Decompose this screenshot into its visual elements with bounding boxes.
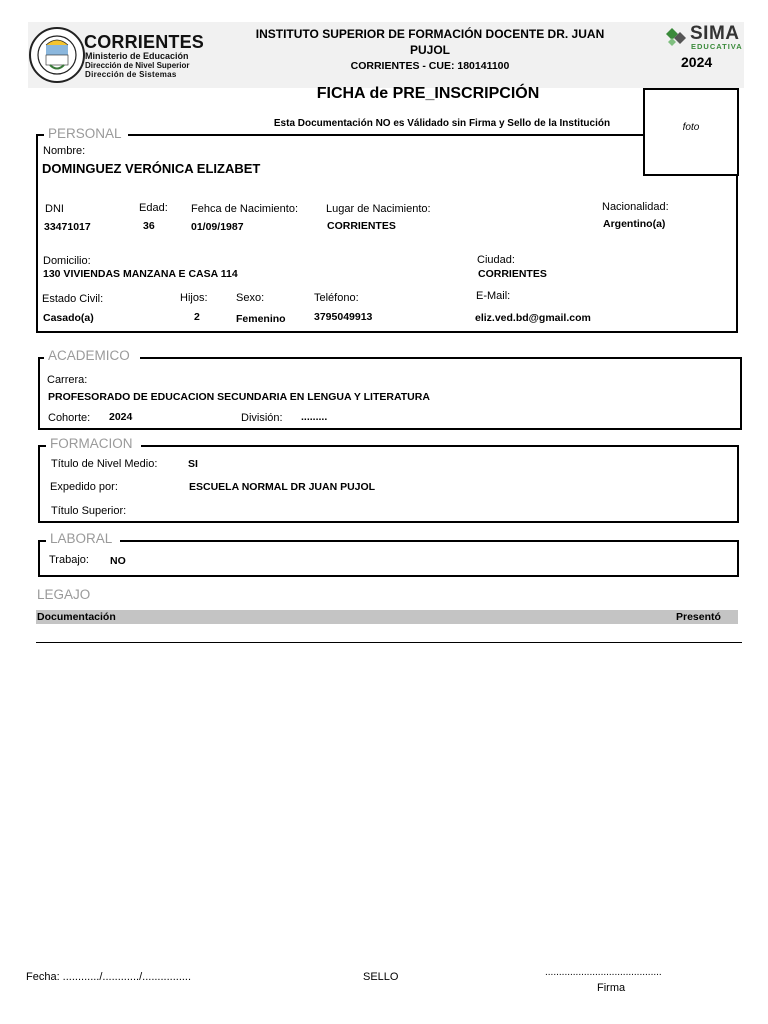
formacion-box — [38, 445, 739, 523]
footer-seal: SELLO — [363, 971, 399, 983]
institute-name-line-1: INSTITUTO SUPERIOR DE FORMACIÓN DOCENTE DR. JUAN — [255, 27, 605, 41]
secondary-degree-label: Título de Nivel Medio: — [51, 458, 158, 470]
personal-bottom-rule — [36, 331, 738, 333]
header-year: 2024 — [681, 54, 713, 70]
logo-line-2: Dirección de Nivel Superior — [85, 61, 190, 70]
logo-line-1: Ministerio de Educación — [85, 51, 189, 61]
sex-value: Femenino — [236, 313, 286, 325]
work-label: Trabajo: — [49, 554, 89, 566]
institute-name-line-2: PUJOL — [409, 43, 450, 57]
division-value: ......... — [301, 411, 328, 423]
cohort-label: Cohorte: — [48, 412, 91, 424]
birthdate-label: Fehca de Nacimiento: — [191, 203, 298, 215]
issued-by-value: ESCUELA NORMAL DR JUAN PUJOL — [189, 481, 376, 493]
phone-value: 3795049913 — [314, 311, 373, 323]
civil-status-label: Estado Civil: — [42, 293, 104, 305]
legajo-header-bar — [36, 610, 738, 624]
personal-top-rule — [36, 134, 738, 136]
career-value: PROFESORADO DE EDUCACION SECUNDARIA EN LENGUA Y LITERATURA — [48, 391, 430, 403]
sex-label: Sexo: — [236, 292, 265, 304]
nationality-value: Argentino(a) — [603, 218, 666, 230]
email-label: E-Mail: — [476, 290, 511, 302]
legajo-col-documentacion: Documentación — [37, 611, 116, 623]
sima-title: SIMA — [690, 23, 740, 44]
nationality-label: Nacionalidad: — [602, 201, 669, 213]
edad-label: Edad: — [139, 202, 168, 214]
footer-signature-label: Firma — [597, 982, 626, 994]
logo-brand: CORRIENTES — [84, 32, 205, 52]
issued-by-label: Expedido por: — [50, 481, 118, 493]
email-value: eliz.ved.bd@gmail.com — [475, 312, 591, 324]
personal-left-border — [36, 134, 38, 333]
city-value: CORRIENTES — [478, 268, 547, 280]
legajo-section-title: LEGAJO — [37, 587, 91, 602]
name-label: Nombre: — [43, 145, 86, 157]
footer-date: Fecha: ............/............/................ — [26, 971, 192, 983]
children-label: Hijos: — [180, 292, 208, 304]
form-title: FICHA de PRE_INSCRIPCIÓN — [316, 85, 540, 102]
personal-section-title: PERSONAL — [44, 127, 128, 141]
address-label: Domicilio: — [43, 255, 91, 267]
laboral-section-title: LABORAL — [46, 532, 120, 546]
cohort-value: 2024 — [109, 411, 133, 423]
legajo-col-presento: Presentó — [676, 611, 721, 623]
phone-label: Teléfono: — [314, 292, 359, 304]
edad-value: 36 — [143, 220, 155, 232]
institute-cue: CORRIENTES - CUE: 180141100 — [350, 60, 510, 72]
footer-signature-line: .......................................... — [545, 967, 662, 978]
children-value: 2 — [194, 311, 200, 323]
laboral-box — [38, 540, 739, 577]
province-seal-icon — [28, 26, 86, 84]
sima-subtitle: EDUCATIVA — [691, 42, 743, 51]
address-value: 130 VIVIENDAS MANZANA E CASA 114 — [43, 268, 238, 280]
civil-status-value: Casado(a) — [43, 312, 94, 324]
birthplace-value: CORRIENTES — [327, 220, 396, 232]
legajo-bottom-rule — [36, 642, 742, 643]
sima-logo-icon — [666, 26, 690, 48]
logo-line-3: Dirección de Sistemas — [85, 70, 177, 79]
name-value: DOMINGUEZ VERÓNICA ELIZABET — [42, 161, 261, 176]
division-label: División: — [241, 412, 283, 424]
work-value: NO — [110, 555, 126, 567]
birthplace-label: Lugar de Nacimiento: — [326, 203, 431, 215]
dni-value: 33471017 — [44, 221, 91, 233]
higher-degree-label: Título Superior: — [51, 505, 127, 517]
dni-label: DNI — [45, 203, 64, 215]
academico-section-title: ACADEMICO — [44, 349, 140, 363]
photo-label: foto — [682, 122, 700, 133]
validity-notice: Esta Documentación NO es Válidado sin Firma y Sello de la Institución — [273, 118, 611, 129]
city-label: Ciudad: — [477, 254, 515, 266]
secondary-degree-value: SI — [188, 458, 198, 470]
formacion-section-title: FORMACION — [46, 437, 141, 451]
career-label: Carrera: — [47, 374, 88, 386]
birthdate-value: 01/09/1987 — [191, 221, 244, 233]
